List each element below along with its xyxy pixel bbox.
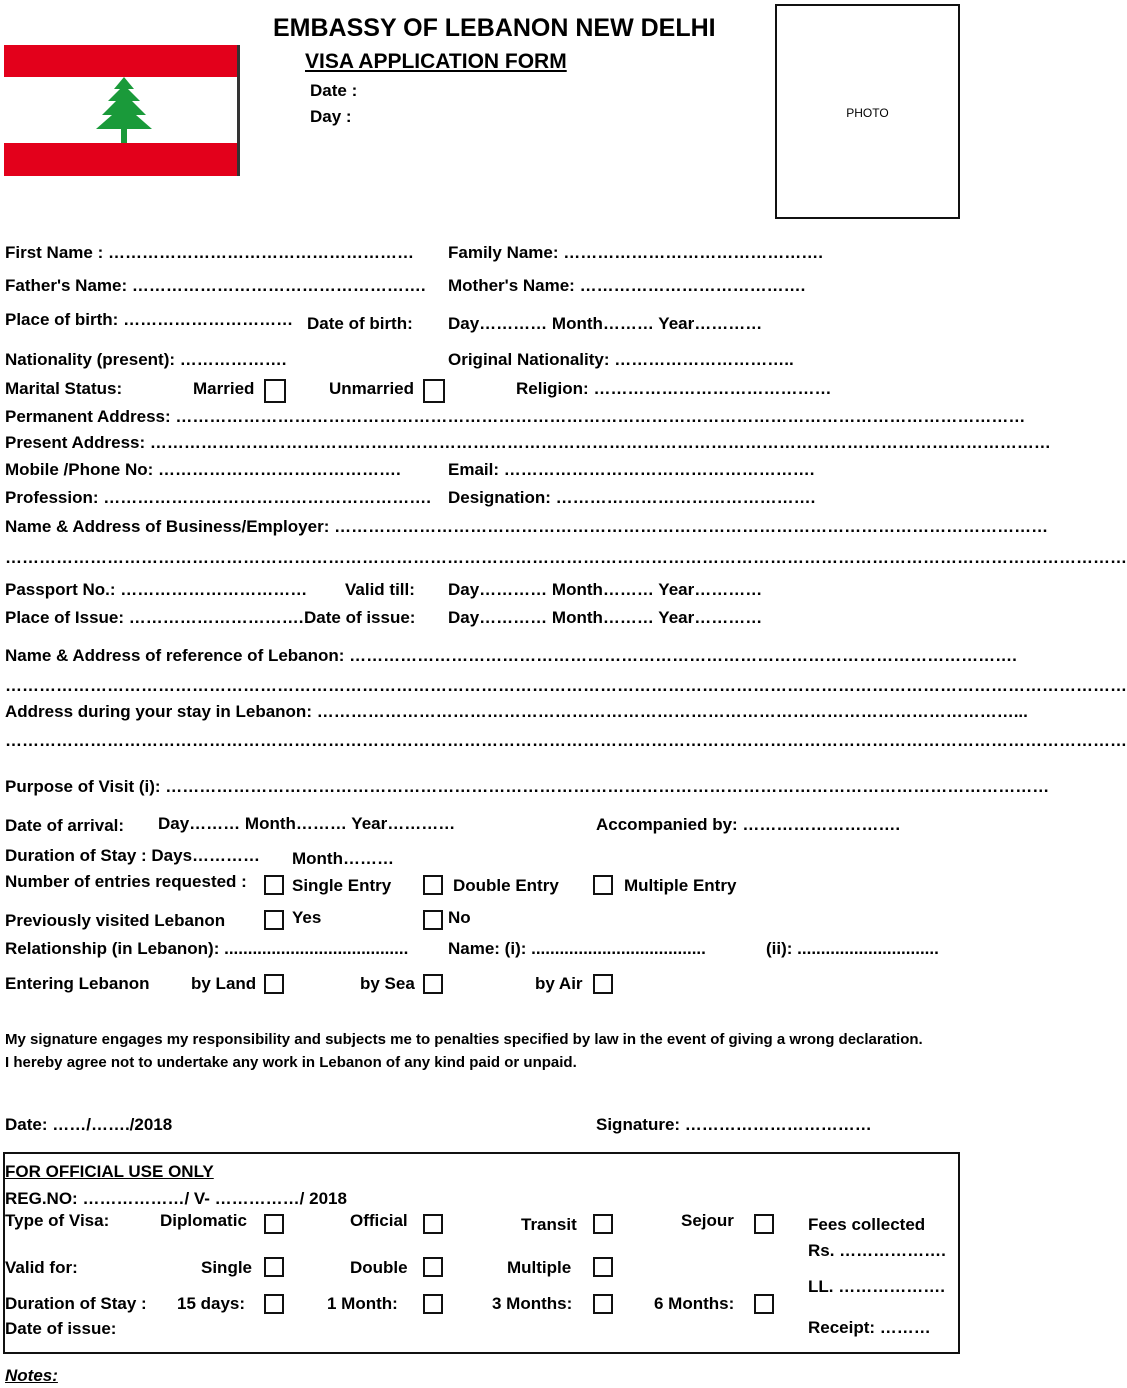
accompanied-by-field[interactable]: Accompanied by: ………………………. (596, 815, 901, 834)
month1-label: 1 Month: (327, 1294, 398, 1313)
by-land-checkbox[interactable] (264, 974, 284, 994)
transit-checkbox[interactable] (593, 1214, 613, 1234)
place-of-birth-field[interactable]: Place of birth: ………………………… (5, 310, 294, 329)
days15-checkbox[interactable] (264, 1294, 284, 1314)
relationship-name-i-field[interactable]: Name: (i): ..................................... (448, 939, 706, 958)
official-duration-label: Duration of Stay : (5, 1294, 147, 1313)
designation-field[interactable]: Designation: ………………………………………. (448, 488, 816, 507)
photo-label: PHOTO (846, 106, 889, 120)
duration-of-stay-field[interactable]: Duration of Stay : Days………… (5, 846, 261, 865)
valid-double-label: Double (350, 1258, 408, 1277)
address-stay-field[interactable]: Address during your stay in Lebanon: ……………………………………………………………………………………………………………... (5, 702, 1028, 721)
official-title: FOR OFFICIAL USE ONLY (5, 1162, 214, 1181)
month1-checkbox[interactable] (423, 1294, 443, 1314)
photo-box[interactable] (775, 4, 960, 219)
by-sea-checkbox[interactable] (423, 974, 443, 994)
by-land-label: by Land (191, 974, 257, 993)
business-employer-field[interactable]: Name & Address of Business/Employer: ……………………………………………………………………………………………………………… (5, 517, 1049, 536)
double-entry-label: Double Entry (453, 876, 559, 895)
valid-for-label: Valid for: (5, 1258, 78, 1277)
months6-checkbox[interactable] (754, 1294, 774, 1314)
notes-label: Notes: (5, 1366, 58, 1385)
valid-multiple-checkbox[interactable] (593, 1257, 613, 1277)
nationality-present-field[interactable]: Nationality (present): ………………. (5, 350, 287, 369)
sejour-checkbox[interactable] (754, 1214, 774, 1234)
date-of-birth-label: Date of birth: (307, 314, 413, 333)
transit-label: Transit (521, 1215, 577, 1234)
months3-label: 3 Months: (492, 1294, 573, 1313)
first-name-field[interactable]: First Name : ……………………………………………… (5, 243, 414, 262)
date-of-issue-label: Date of issue: (304, 608, 416, 627)
address-stay-field-cont[interactable]: ……………………………………………………………………………………………………………………………………………………………………………… (5, 731, 1127, 750)
date-of-birth-field[interactable]: Day………… Month……… Year………… (448, 314, 763, 333)
valid-double-checkbox[interactable] (423, 1257, 443, 1277)
fees-collected-label: Fees collected (808, 1215, 926, 1234)
reference-lebanon-field[interactable]: Name & Address of reference of Lebanon: ………………………………………………………………………………………………………. (5, 646, 1017, 665)
present-address-field[interactable]: Present Address: …………………………………………………………………………………………………………………………………………… (5, 433, 1051, 452)
profession-field[interactable]: Profession: …………………………………………………. (5, 488, 431, 507)
declaration-line-2: I hereby agree not to undertake any work in Lebanon of any kind paid or unpaid. (5, 1054, 577, 1071)
date-of-arrival-label: Date of arrival: (5, 816, 125, 835)
sejour-label: Sejour (681, 1211, 734, 1230)
embassy-title: EMBASSY OF LEBANON NEW DELHI (273, 14, 716, 42)
unmarried-checkbox[interactable] (423, 379, 445, 403)
permanent-address-field[interactable]: Permanent Address: …………………………………………………………………………………………………………………………………… (5, 407, 1026, 426)
fathers-name-field[interactable]: Father's Name: ……………………………………………. (5, 276, 426, 295)
valid-multiple-label: Multiple (507, 1258, 572, 1277)
entering-lebanon-label: Entering Lebanon (5, 974, 150, 993)
official-visa-label: Official (350, 1211, 408, 1230)
cedar-tree-icon (84, 75, 164, 147)
relationship-name-ii-field[interactable]: (ii): .............................. (766, 939, 939, 958)
marital-status-label: Marital Status: (5, 379, 123, 398)
form-title: VISA APPLICATION FORM (305, 50, 567, 73)
multiple-entry-checkbox[interactable] (593, 875, 613, 895)
flag-red-stripe-bottom (4, 143, 237, 176)
place-of-issue-field[interactable]: Place of Issue: …………………………. (5, 608, 304, 627)
visited-yes-checkbox[interactable] (264, 910, 284, 930)
months3-checkbox[interactable] (593, 1294, 613, 1314)
visited-no-label: No (448, 908, 471, 927)
valid-till-label: Valid till: (345, 580, 415, 599)
declaration-line-1: My signature engages my responsibility and subjects me to penalties specified by law in the event of giving a wrong declaration. (5, 1031, 923, 1048)
duration-month-field[interactable]: Month……… (292, 849, 394, 868)
married-checkbox[interactable] (264, 379, 286, 403)
fees-ll-field[interactable]: LL. ………………. (808, 1277, 945, 1296)
email-field[interactable]: Email: ………………………………………………. (448, 460, 815, 479)
unmarried-label: Unmarried (329, 379, 415, 398)
months6-label: 6 Months: (654, 1294, 735, 1313)
valid-single-checkbox[interactable] (264, 1257, 284, 1277)
date-label: Date : (310, 81, 358, 100)
entries-requested-label: Number of entries requested : (5, 872, 247, 891)
original-nationality-field[interactable]: Original Nationality: ………………………….. (448, 350, 794, 369)
mobile-phone-field[interactable]: Mobile /Phone No: ……………………………………. (5, 460, 401, 479)
fees-rs-field[interactable]: Rs. ………………. (808, 1241, 946, 1260)
signature-field[interactable]: Signature: …………………………… (596, 1115, 872, 1134)
family-name-field[interactable]: Family Name: ………………………………………. (448, 243, 823, 262)
valid-till-field[interactable]: Day………… Month……… Year………… (448, 580, 763, 599)
diplomatic-checkbox[interactable] (264, 1214, 284, 1234)
type-of-visa-label: Type of Visa: (5, 1211, 110, 1230)
by-air-checkbox[interactable] (593, 974, 613, 994)
passport-no-field[interactable]: Passport No.: …………………………… (5, 580, 308, 599)
day-label: Day : (310, 107, 352, 126)
official-visa-checkbox[interactable] (423, 1214, 443, 1234)
receipt-field[interactable]: Receipt: ……… (808, 1318, 931, 1337)
visited-yes-label: Yes (292, 908, 322, 927)
relationship-field[interactable]: Relationship (in Lebanon): ....................................... (5, 939, 409, 958)
lebanon-flag (4, 45, 240, 176)
mothers-name-field[interactable]: Mother's Name: …………………………………. (448, 276, 806, 295)
diplomatic-label: Diplomatic (160, 1211, 247, 1230)
by-sea-label: by Sea (360, 974, 415, 993)
by-air-label: by Air (535, 974, 583, 993)
married-label: Married (193, 379, 255, 398)
visited-no-checkbox[interactable] (423, 910, 443, 930)
multiple-entry-label: Multiple Entry (624, 876, 737, 895)
official-date-of-issue-label: Date of issue: (5, 1319, 117, 1338)
purpose-of-visit-field[interactable]: Purpose of Visit (i): ………………………………………………………………………………………………………………………………………… (5, 777, 1050, 796)
single-entry-checkbox[interactable] (264, 875, 284, 895)
previously-visited-label: Previously visited Lebanon (5, 911, 226, 930)
business-employer-field-cont[interactable]: ……………………………………………………………………………………………………………………………………………………………………………… (5, 548, 1127, 567)
double-entry-checkbox[interactable] (423, 875, 443, 895)
date-of-arrival-field[interactable]: Day……… Month……… Year………… (158, 814, 456, 833)
flag-red-stripe-top (4, 45, 237, 77)
single-entry-label: Single Entry (292, 876, 392, 895)
religion-field[interactable]: Religion: …………………………………… (516, 379, 832, 398)
date-of-issue-field[interactable]: Day………… Month……… Year………… (448, 608, 763, 627)
valid-single-label: Single (201, 1258, 253, 1277)
reg-no-field[interactable]: REG.NO: ………………/ V- ……………/ 2018 (5, 1189, 347, 1208)
days15-label: 15 days: (177, 1294, 246, 1313)
signoff-date-field[interactable]: Date: ……/……./2018 (5, 1115, 173, 1134)
reference-lebanon-field-cont[interactable]: ……………………………………………………………………………………………………………………………………………………………………………… (5, 676, 1127, 695)
